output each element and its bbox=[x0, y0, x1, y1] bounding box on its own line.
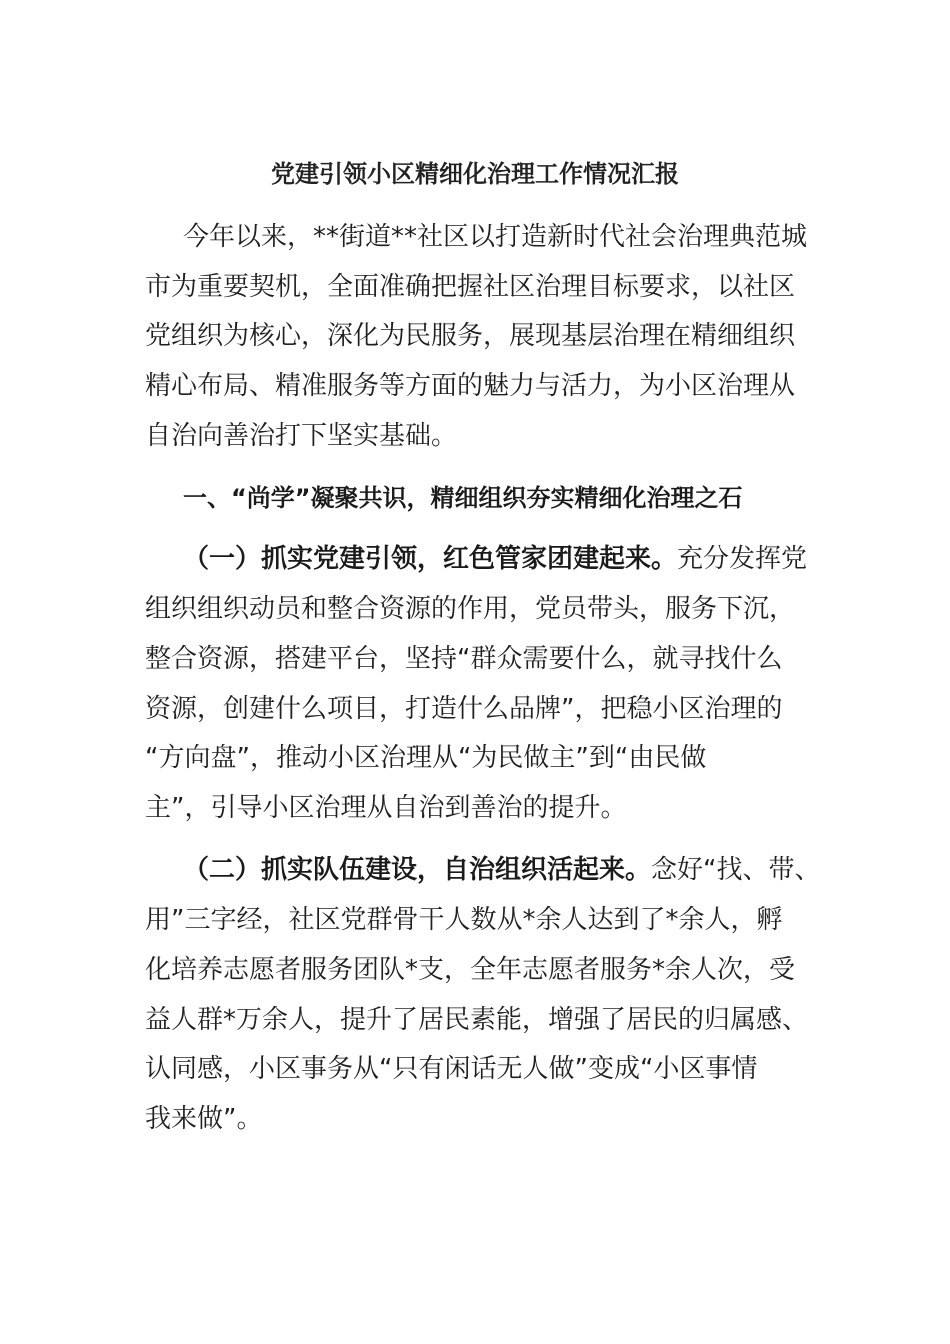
subsection-1-line-1 bbox=[183, 539, 807, 579]
subsection-1-line-5: “方向盘”，推动小区治理从“为民做主”到“由民做 bbox=[145, 743, 707, 773]
intro-line-2: 市为重要契机，全面准确把握社区治理目标要求，以社区 bbox=[145, 272, 796, 302]
subsection-1-line-3: 整合资源，搭建平台，坚持“群众需要什么，就寻找什么 bbox=[145, 644, 783, 674]
document-title: 党建引领小区精细化治理工作情况汇报 bbox=[271, 160, 679, 188]
subsection-2-lead: （二）抓实队伍建设，自治组织活起来。 bbox=[183, 855, 652, 885]
subsection-1-line-2: 组织组织动员和整合资源的作用，党员带头，服务下沉， bbox=[145, 594, 796, 624]
subsection-2-line-5: 认同感，小区事务从“只有闲话无人做”变成“小区事情 bbox=[145, 1054, 758, 1084]
intro-line-3: 党组织为核心，深化为民服务，展现基层治理在精细组织 bbox=[145, 321, 796, 351]
subsection-1-line-6: 主”，引导小区治理从自治到善治的提升。 bbox=[145, 793, 627, 823]
subsection-2-line-6: 我来做”。 bbox=[145, 1104, 263, 1134]
subsection-1-line-4: 资源，创建什么项目，打造什么品牌”，把稳小区治理的 bbox=[145, 694, 783, 724]
section-1-heading: 一、“尚学”凝聚共识，精细组织夯实精细化治理之石 bbox=[183, 484, 743, 512]
subsection-2-line-3: 化培养志愿者服务团队*支，全年志愿者服务*余人次，受 bbox=[145, 955, 796, 985]
subsection-1-first-line-rest: 充分发挥党 bbox=[677, 544, 808, 574]
subsection-2-line-2: 用”三字经，社区党群骨干人数从*余人达到了*余人，孵 bbox=[145, 905, 783, 935]
subsection-2-first-line-rest: 念好“找、带、 bbox=[651, 855, 821, 885]
subsection-2-line-4: 益人群*万余人，提升了居民素能，增强了居民的归属感、 bbox=[145, 1005, 809, 1035]
subsection-2-line-1 bbox=[183, 850, 821, 890]
subsection-1-lead: （一）抓实党建引领，红色管家团建起来。 bbox=[183, 544, 678, 574]
intro-line-5: 自治向善治打下坚实基础。 bbox=[145, 421, 458, 451]
intro-line-1: 今年以来，**街道**社区以打造新时代社会治理典范城 bbox=[183, 222, 808, 252]
intro-line-4: 精心布局、精准服务等方面的魅力与活力，为小区治理从 bbox=[145, 371, 796, 401]
